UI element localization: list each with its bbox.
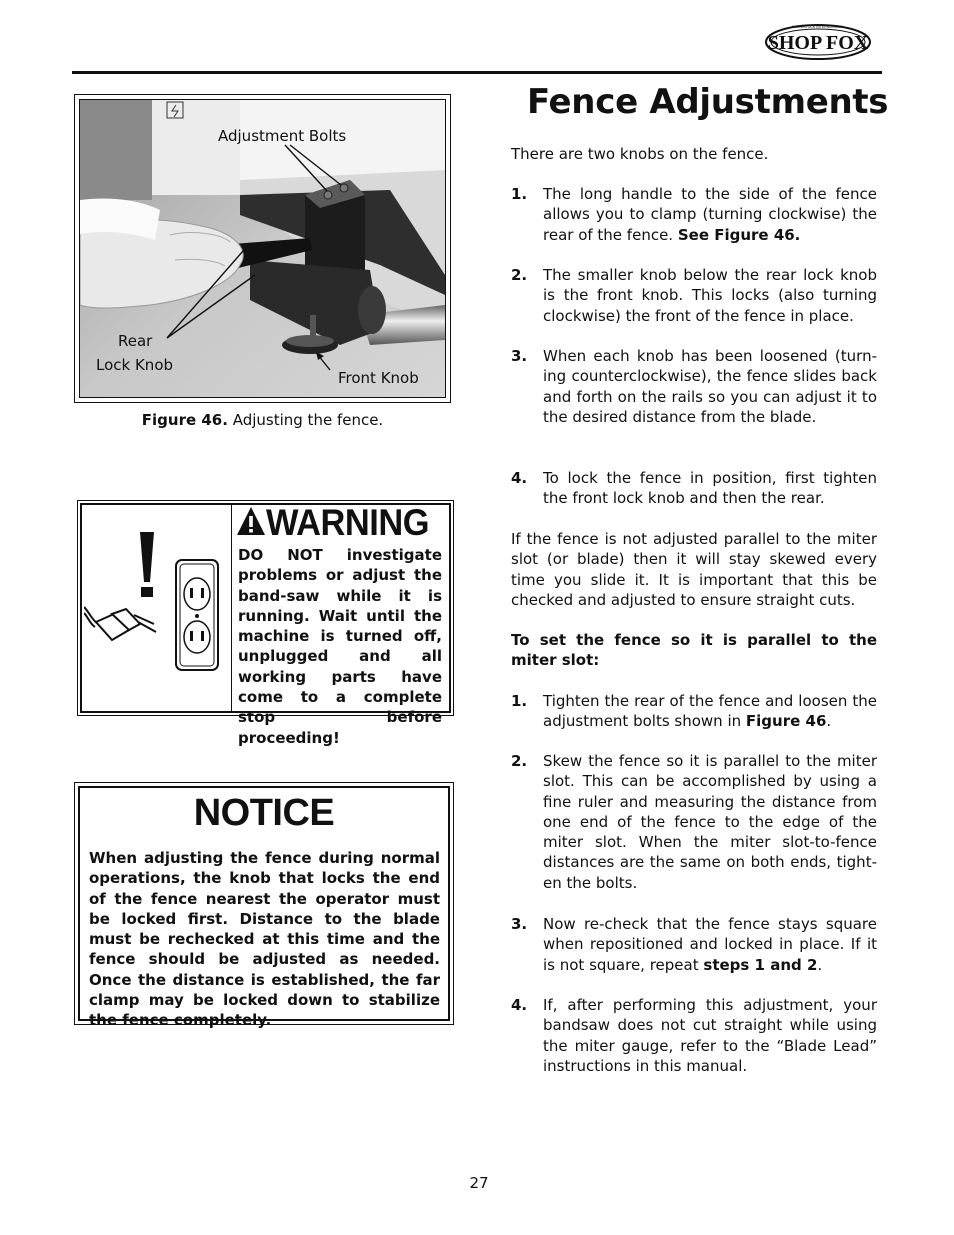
- shop-fox-logo: [764, 22, 872, 62]
- list-number: 2.: [511, 266, 528, 284]
- warning-triangle-icon: [236, 506, 266, 536]
- list-text: When each knob has been loosened (turn-ing counterclockwise), the fence slides back and forth on the rails so you can adjust it to the desired distance from the blade.: [543, 347, 877, 426]
- notice-title: NOTICE: [193, 792, 335, 834]
- logo-text: SHOP FOX: [767, 32, 869, 54]
- figure-46-photo: [79, 99, 446, 398]
- list-bold-ref: Figure 46: [745, 712, 827, 731]
- warning-title: WARNING: [266, 502, 430, 543]
- list-text: If, after performing this adjustment, your bandsaw does not cut straight while using the miter gauge, refer to the “Blade Lead” instructions in this manual.: [543, 996, 877, 1075]
- figure-caption-label: Figure 46.: [141, 411, 228, 429]
- list-number: 3.: [511, 347, 528, 365]
- page-number: 27: [469, 1174, 489, 1192]
- list-number: 1.: [511, 692, 528, 710]
- list-text: Skew the fence so it is parallel to the miter slot. This can be accomplished by using a fine ruler and measuring the distance from one end of the fence to the edge of the miter slot. When the miter slot-to-fence distances are the same on both ends, tight-en the bolts.: [543, 752, 877, 892]
- list-number: 1.: [511, 185, 528, 203]
- list-number: 3.: [511, 915, 528, 933]
- figure-caption-text: Adjusting the fence.: [227, 411, 384, 429]
- list-number: 4.: [511, 996, 528, 1014]
- list-bold-ref: See Figure 46.: [677, 225, 801, 244]
- list-text: The long handle to the side of the fence allows you to clamp (turning clockwise) the rear of the fence.: [543, 185, 877, 244]
- procedure-subheading: To set the fence so it is parallel to the miter slot:: [511, 631, 877, 670]
- callout-rear-line2: Lock Knob: [96, 356, 174, 374]
- warning-divider: [231, 505, 232, 711]
- callout-rear-line1: Rear: [118, 332, 153, 350]
- list-text: To lock the fence in position, first tighten the front lock knob and then the rear.: [543, 469, 877, 508]
- list-text: Tighten the rear of the fence and loosen the adjustment bolts shown in: [543, 692, 877, 731]
- header-rule: [72, 71, 882, 74]
- callout-front-knob: Front Knob: [338, 369, 419, 387]
- list-number: 4.: [511, 469, 528, 487]
- skew-paragraph: If the fence is not adjusted parallel to the miter slot (or blade) then it will stay skewed every time you slide it. It is important that this be checked and adjusted to ensure straight cuts.: [511, 530, 877, 609]
- list-number: 2.: [511, 752, 528, 770]
- intro-text: There are two knobs on the fence.: [511, 145, 769, 163]
- figure-caption: [74, 411, 451, 429]
- logo-small-text: WOODSTOCK INTERNATIONAL: [792, 25, 844, 29]
- notice-body: When adjusting the fence during normal operations, the knob that locks the end of the fence nearest the operator must be locked first. Distance to the blade must be rechecked at this time and the fence should be adjusted as needed. Once the distance is established, the far clamp may be locked down to stabilize the fence completely.: [89, 849, 440, 1030]
- list-text-after: .: [826, 712, 832, 731]
- page-title: Fence Adjustments: [527, 82, 889, 122]
- list-bold-ref: steps 1 and 2: [703, 955, 818, 974]
- unplug-warning-icon: [84, 512, 224, 702]
- list-text-after: .: [817, 955, 823, 974]
- list-text: The smaller knob below the rear lock knob is the front knob. This locks (also turning clockwise) the front of the fence in place.: [543, 266, 877, 325]
- list-text: Now re-check that the fence stays square when repositioned and locked in place. If it is not square, repeat: [543, 915, 877, 974]
- warning-body: DO NOT investigate problems or adjust the band-saw while it is running. Wait until the machine is turned off, unplugged and all working parts have come to a complete stop before proceeding!: [238, 546, 442, 747]
- warning-heading: [236, 500, 446, 546]
- callout-adjustment-bolts: Adjustment Bolts: [218, 127, 347, 145]
